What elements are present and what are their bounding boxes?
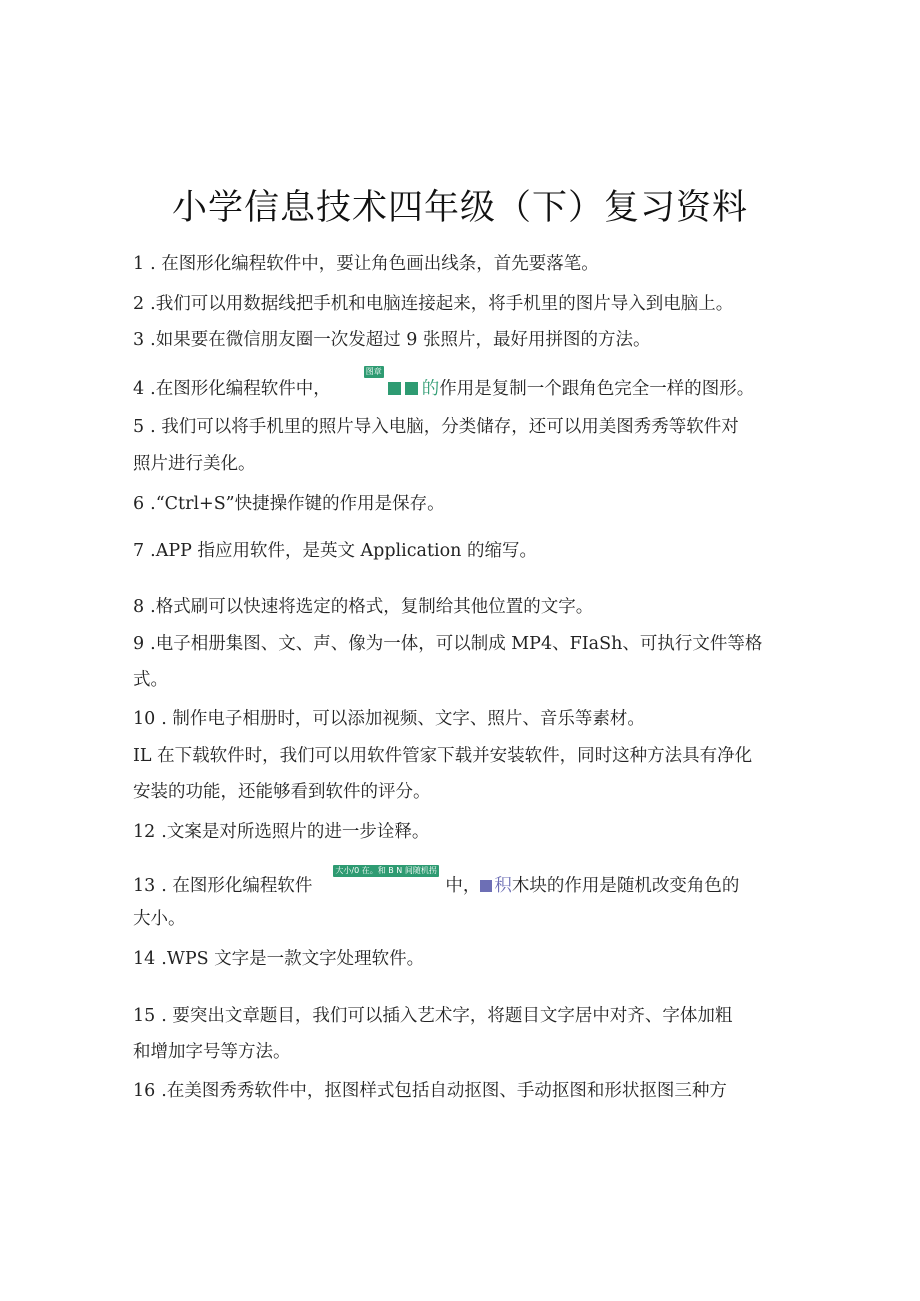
item-number: 7	[133, 541, 145, 561]
page-title: 小学信息技术四年级（下）复习资料	[171, 188, 748, 228]
item-number: 6	[133, 494, 145, 514]
list-item-continuation	[133, 778, 431, 803]
item-number: 3	[133, 330, 145, 350]
code-block-label: 图章	[365, 367, 382, 376]
list-item	[133, 705, 645, 730]
list-item	[133, 367, 755, 400]
list-item-continuation	[133, 450, 256, 475]
item-number: 16	[133, 1081, 156, 1101]
item-text: .如果要在微信朋友圈一次发超过 9 张照片，最好用拼图的方法。	[150, 330, 651, 350]
item-text-cont: 和增加字号等方法。	[133, 1042, 291, 1062]
list-item-continuation	[133, 666, 168, 691]
item-text: .在图形化编程软件中，	[150, 379, 331, 399]
item-text-after: 木块的作用是随机改变角色的	[511, 876, 740, 896]
list-item	[133, 866, 740, 897]
list-item	[133, 593, 593, 618]
block-square-icon	[480, 880, 492, 892]
item-text: .电子相册集图、文、声、像为一体，可以制成 MP4、FIaSh、可执行文件等格	[150, 634, 763, 654]
list-item	[133, 1077, 727, 1102]
list-item-continuation	[133, 905, 186, 930]
item-number: 8	[133, 597, 145, 617]
item-text: .我们可以用数据线把手机和电脑连接起来，将手机里的图片导入到电脑上。	[150, 294, 734, 314]
item-text: . 在图形化编程软件	[161, 876, 313, 896]
item-text: .在美图秀秀软件中，抠图样式包括自动抠图、手动抠图和形状抠图三种方	[161, 1081, 727, 1101]
block-word: 的	[421, 379, 440, 399]
item-number: 15	[133, 1006, 156, 1026]
block-square-icon	[405, 382, 418, 395]
list-item	[133, 818, 429, 843]
item-text: .“Ctrl+S”快捷操作键的作用是保存。	[150, 494, 445, 514]
code-block-label: 大小/0 在。和 B N 间随机拐	[335, 866, 437, 875]
list-item	[133, 742, 752, 767]
code-block-random-size	[312, 866, 445, 891]
item-text: . 我们可以将手机里的照片导入电脑，分类储存，还可以用美图秀秀等软件对	[150, 417, 739, 437]
list-item	[133, 290, 733, 315]
item-number: 5	[133, 417, 145, 437]
list-item	[133, 326, 650, 351]
item-number: 14	[133, 949, 156, 969]
list-item	[133, 630, 762, 655]
list-item	[133, 490, 445, 515]
item-number: 4	[133, 379, 145, 399]
item-text-cont: 大小。	[133, 909, 186, 929]
item-number: 9	[133, 634, 145, 654]
list-item	[133, 945, 424, 970]
list-item	[133, 250, 599, 275]
list-item	[133, 413, 739, 438]
list-item	[133, 537, 537, 562]
item-number: 12	[133, 822, 156, 842]
item-text-cont: 式。	[133, 670, 168, 690]
block-word: 积	[494, 876, 512, 896]
item-text: . 在图形化编程软件中，要让角色画出线条，首先要落笔。	[150, 254, 599, 274]
item-text-after: 作用是复制一个跟角色完全一样的图形。	[439, 379, 755, 399]
item-text-cont: 照片进行美化。	[133, 454, 256, 474]
item-text: .APP 指应用软件，是英文 Application 的缩写。	[150, 541, 537, 561]
item-number: 13	[133, 876, 156, 896]
item-number: 2	[133, 294, 145, 314]
item-text-cont: 安装的功能，还能够看到软件的评分。	[133, 782, 431, 802]
item-text: IL 在下载软件时，我们可以用软件管家下载并安装软件，同时这种方法具有净化	[133, 746, 753, 766]
list-item	[133, 1002, 732, 1027]
item-text-mid: 中，	[445, 876, 481, 896]
list-item-continuation	[133, 1038, 291, 1063]
block-square-icon	[388, 382, 401, 395]
item-text: . 要突出文章题目，我们可以插入艺术字，将题目文字居中对齐、字体加粗	[161, 1006, 733, 1026]
item-text: .WPS 文字是一款文字处理软件。	[161, 949, 425, 969]
item-number: 10	[133, 709, 156, 729]
item-text: .格式刷可以快速将选定的格式，复制给其他位置的文字。	[150, 597, 594, 617]
item-text: . 制作电子相册时，可以添加视频、文字、照片、音乐等素材。	[161, 709, 645, 729]
item-number: 1	[133, 254, 145, 274]
code-block-stamp	[364, 367, 440, 400]
item-text: .文案是对所选照片的进一步诠释。	[161, 822, 430, 842]
